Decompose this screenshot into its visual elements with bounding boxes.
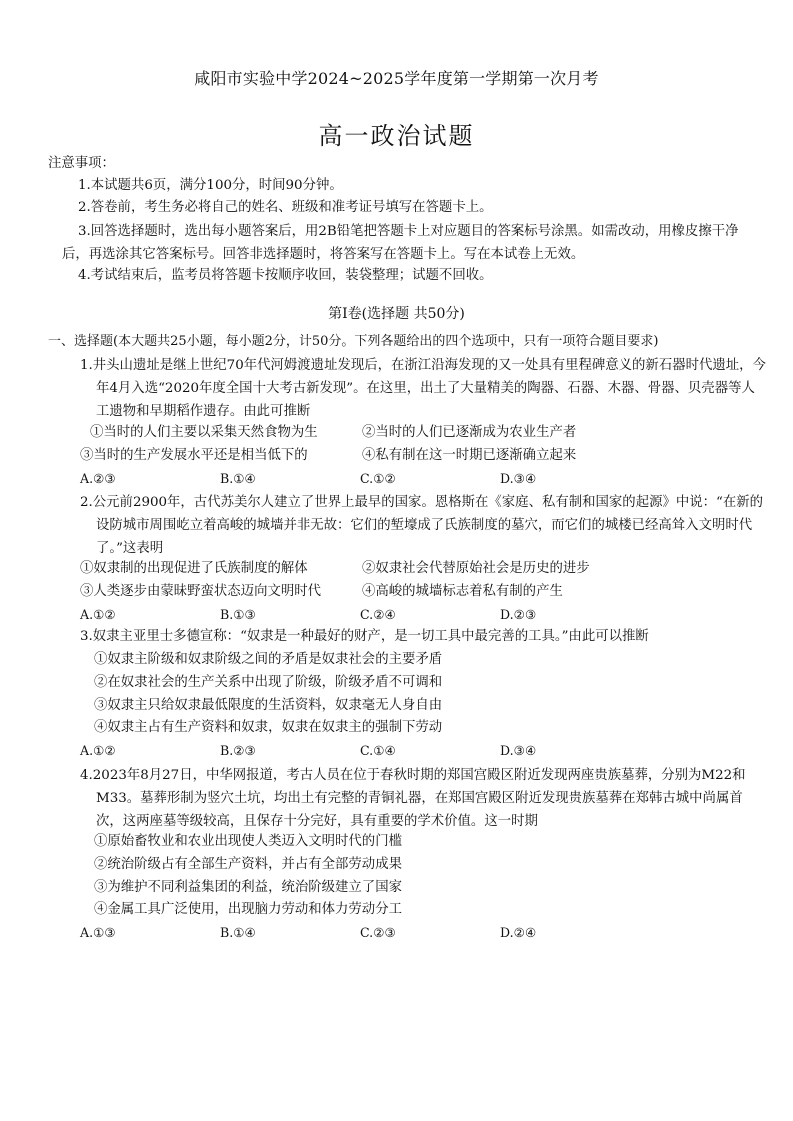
question-3-statement-1: ①奴隶主阶级和奴隶阶级之间的矛盾是奴隶社会的主要矛盾 (94, 652, 443, 667)
notice-heading: 注意事项： (48, 156, 115, 171)
question-2-statement-3: ③人类逐步由蒙昧野蛮状态迈向文明时代 (80, 584, 322, 599)
question-1-statements-b (80, 447, 750, 465)
question-3-statement-3: ③奴隶主只给奴隶最低限度的生活资料，奴隶毫无人身自由 (94, 698, 443, 713)
question-1-answer-c: C.①② (360, 471, 396, 486)
question-4-statement-3: ③为维护不同利益集团的利益，统治阶级建立了国家 (94, 880, 402, 895)
exam-subtitle: 咸阳市实验中学2024~2025学年度第一学期第一次月考 (194, 69, 599, 88)
question-4-answer-a: A.①③ (80, 925, 116, 940)
question-2-statement-1: ①奴隶制的出现促进了氏族制度的解体 (80, 561, 308, 576)
question-1-answer-a: A.②③ (80, 471, 116, 486)
question-4-answer-b: B.①④ (220, 925, 256, 940)
notice-item-4: 4.考试结束后，监考员将答题卡按顺序收回，装袋整理；试题不回收。 (78, 268, 493, 283)
question-3-statement-2: ②在奴隶社会的生产关系中出现了阶级，阶级矛盾不可调和 (94, 675, 443, 690)
question-1-stem: 1.井头山遗址是继上世纪70年代河姆渡遗址发现后，在浙江沿海发现的又一处具有里程碑意义的新石器时代遗址，今年4月入选“2020年度全国十大考古新发现”。在这里，出土了大量精美的陶器、石器、木器、骨器、贝壳器等人工遗物和早期稻作遗存。由此可推断 (80, 358, 766, 419)
question-2-stem: 2.公元前2900年，古代苏美尔人建立了世界上最早的国家。恩格斯在《家庭、私有制和国家的起源》中说：“在新的设防城市周围屹立着高峻的城墙并非无故：它们的堑壕成了氏族制度的墓穴，而它们的城楼已经高耸入文明时代了。”这表明 (80, 495, 764, 556)
question-2-answers (80, 606, 750, 624)
question-3-statement-4: ④奴隶主占有生产资料和奴隶，奴隶在奴隶主的强制下劳动 (94, 720, 443, 735)
question-1-answer-b: B.①④ (220, 471, 256, 486)
question-2-answer-a: A.①② (80, 607, 116, 622)
question-2-statement-4: ④高峻的城墙标志着私有制的产生 (362, 584, 563, 599)
question-1-answer-d: D.③④ (500, 471, 537, 486)
question-3-stem: 3.奴隶主亚里士多德宣称：“奴隶是一种最好的财产，是一切工具中最完善的工具。”由此可以推断 (80, 629, 649, 644)
question-3-answer-d: D.③④ (500, 743, 537, 758)
section-title: 第Ⅰ卷(选择题 共50分) (328, 306, 465, 322)
question-4-statement-2: ②统治阶级占有全部生产资料，并占有全部劳动成果 (94, 857, 402, 872)
question-4-answer-c: C.②③ (360, 925, 396, 940)
question-2-statement-2: ②奴隶社会代替原始社会是历史的进步 (362, 561, 590, 576)
question-3-answer-b: B.②③ (220, 743, 256, 758)
question-3-answer-a: A.①② (80, 743, 116, 758)
exam-title: 高一政治试题 (318, 122, 475, 150)
question-1-statement-2: ②当时的人们已逐渐成为农业生产者 (362, 425, 577, 440)
question-2-statements (80, 560, 750, 578)
question-3-answers (80, 742, 750, 760)
question-1-statement-3: ③当时的生产发展水平还是相当低下的 (80, 448, 308, 463)
question-1-statement-1: ①当时的人们主要以采集天然食物为生 (90, 425, 318, 440)
notice-item-2: 2.答卷前，考生务必将自己的姓名、班级和准考证号填写在答题卡上。 (78, 200, 493, 215)
question-1-answers (80, 470, 750, 488)
question-1-statement-4: ④私有制在这一时期已逐渐确立起来 (362, 448, 577, 463)
question-4-answers (80, 924, 750, 942)
question-2-statements-b (80, 583, 750, 601)
section-intro: 一、选择题(本大题共25小题，每小题2分，计50分。下列各题给出的四个选项中，只有一项符合题目要求) (48, 334, 659, 349)
question-2-answer-c: C.②④ (360, 607, 396, 622)
question-3-answer-c: C.①④ (360, 743, 396, 758)
question-4-stem: 4.2023年8月27日，中华网报道，考古人员在位于春秋时期的郑国宫殿区附近发现两座贵族墓葬，分别为M22和M33。墓葬形制为竖穴土坑，均出土有完整的青铜礼器，在郑国宫殿区附近发现贵族墓葬在郑韩古城中尚属首次，这两座墓等级较高，且保存十分完好，具有重要的学术价值。这一时期 (80, 768, 746, 829)
question-4-answer-d: D.②④ (500, 925, 537, 940)
question-2-answer-b: B.①③ (220, 607, 256, 622)
notice-item-3: 3.回答选择题时，选出每小题答案后，用2B铅笔把答题卡上对应题目的答案标号涂黑。如需改动，用橡皮擦干净后，再选涂其它答案标号。回答非选择题时，将答案写在答题卡上。写在本试卷上无效。 (62, 224, 739, 262)
question-4-statement-4: ④金属工具广泛使用，出现脑力劳动和体力劳动分工 (94, 902, 402, 917)
question-2-answer-d: D.②③ (500, 607, 537, 622)
notice-item-1: 1.本试题共6页，满分100分，时间90分钟。 (78, 178, 343, 193)
question-1-statements (90, 424, 750, 442)
question-4-statement-1: ①原始畜牧业和农业出现使人类迈入文明时代的门槛 (94, 834, 402, 849)
